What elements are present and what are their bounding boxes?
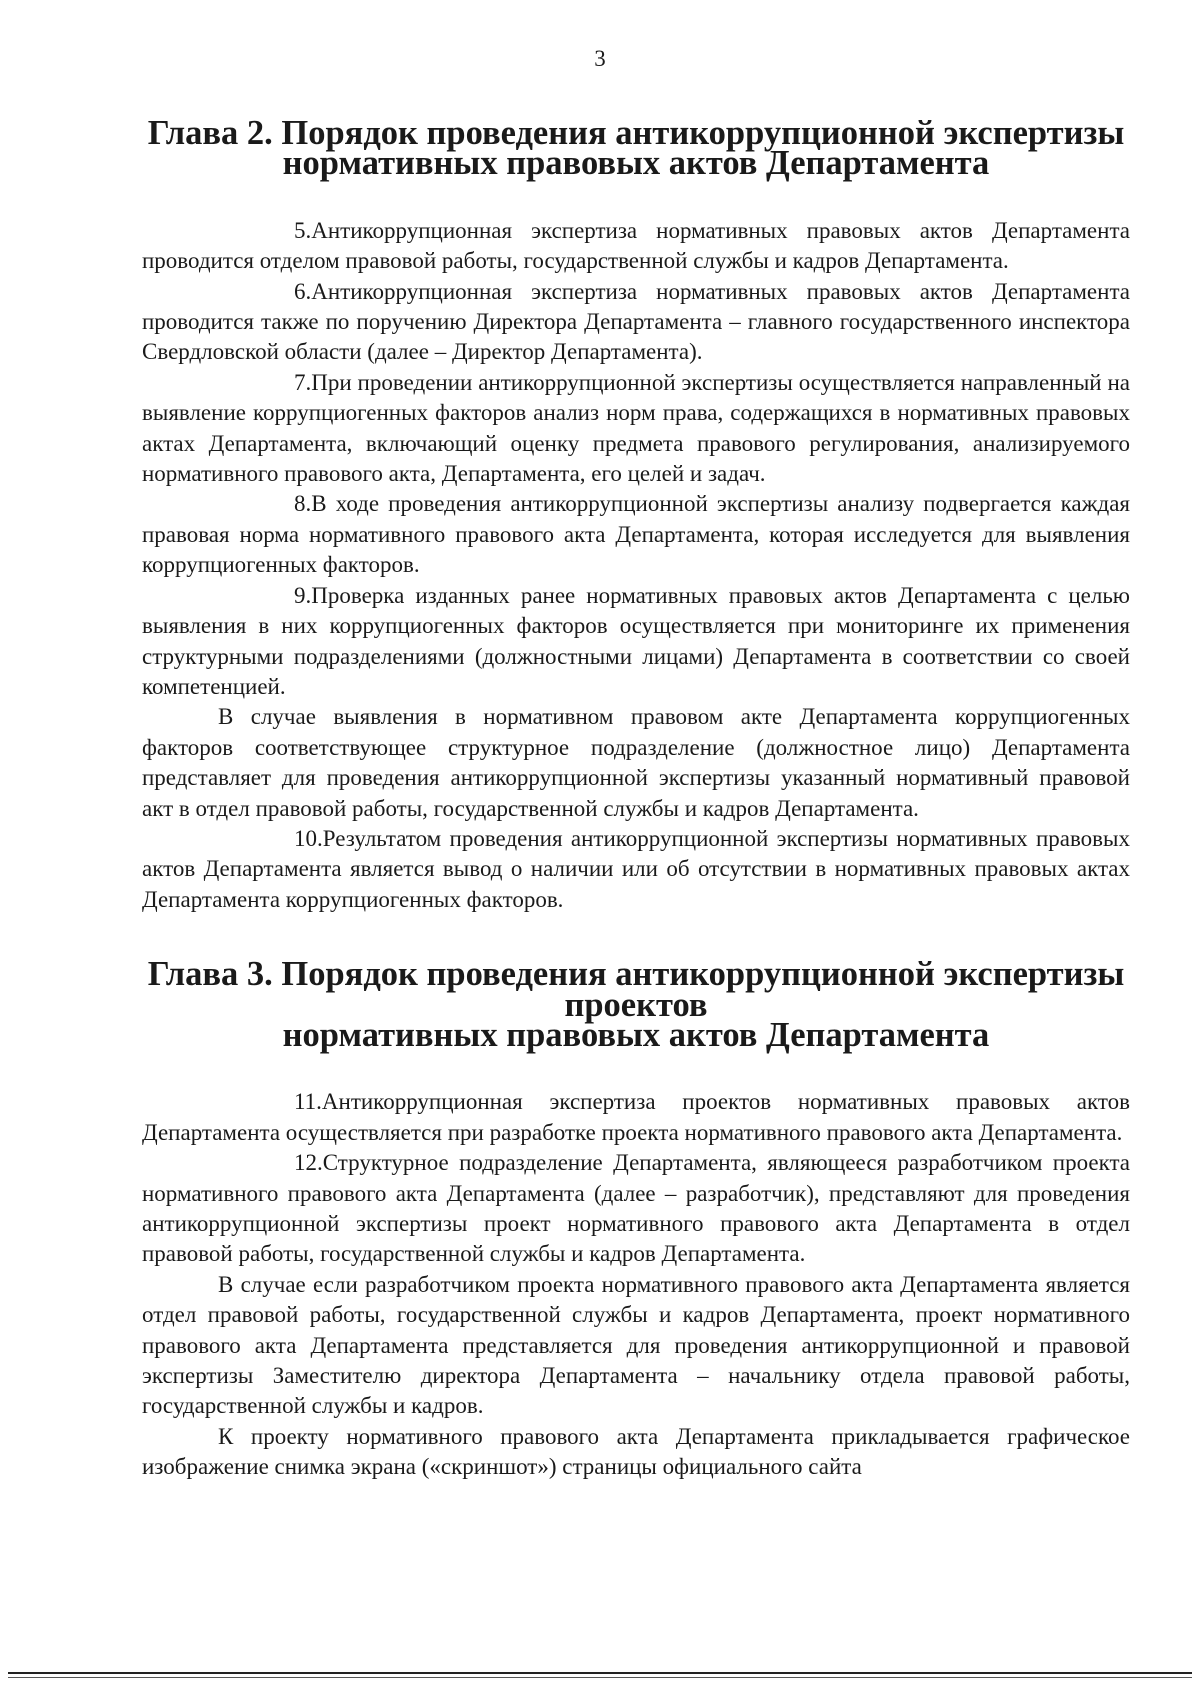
paragraph-text: Проверка изданных ранее нормативных правовых актов Департамента с целью выявления в них коррупциогенных факторов осуществляется при мониторинге их применения структурными подразделениями (должностными лицами) Департамента в соответствии со своей компетенцией. [142,582,1130,699]
paragraph-number: 8. [294,491,312,517]
paragraph-6 [142,277,1130,368]
paragraph-number: 10. [294,825,323,851]
paragraph-text: В случае если разработчиком проекта нормативного правового акта Департамента является отдел правовой работы, государственной службы и кадров Департамента, проект нормативного правового акта Департамента представляется для проведения антикоррупционной и правовой экспертизы Заместителю директора Департамента – начальнику отдела правовой работы, государственной службы и кадров. [142,1271,1130,1419]
chapter-3-title-line-2: нормативных правовых актов Департамента [282,1015,990,1054]
paragraph-text: Антикоррупционная экспертиза нормативных правовых актов Департамента проводится также по поручению Директора Департамента – главного государственного инспектора Свердловской области (далее – Директор Департамента). [142,278,1130,365]
paragraph-9 [142,581,1130,703]
paragraph-5 [142,216,1130,277]
paragraph-number: 6. [294,278,312,304]
paragraph-text: К проекту нормативного правового акта Департамента прикладывается графическое изображение снимка экрана («скриншот») страницы официального сайта [142,1423,1130,1480]
chapter-2-title-line-1: Глава 2. Порядок проведения антикоррупционной экспертизы [147,114,1125,152]
paragraph-text: Структурное подразделение Департамента, являющееся разработчиком проекта нормативного правового акта Департамента (далее – разработчик), представляют для проведения антикоррупционной экспертизы проект нормативного правового акта Департамента в отдел правовой работы, государственной службы и кадров Департамента. [142,1150,1130,1267]
paragraph-12-screenshot [142,1422,1130,1483]
chapter-2-title-line-2: нормативных правовых актов Департамента [282,144,990,183]
chapter-3-title [142,955,1130,1054]
paragraph-12-continued [142,1270,1130,1422]
paragraph-text: Антикоррупционная экспертиза проектов нормативных правовых актов Департамента осуществляется при разработке проекта нормативного правового акта Департамента. [142,1089,1130,1145]
paragraph-text: В случае выявления в нормативном правовом акте Департамента коррупциогенных факторов соответствующее структурное подразделение (должностное лицо) Департамента представляет для проведения антикоррупционной экспертизы указанный нормативный правовой акт в отдел правовой работы, государственной службы и кадров Департамента. [142,704,1130,821]
paragraph-number: 11. [294,1089,322,1115]
paragraph-9-continued [142,702,1130,824]
paragraph-8 [142,489,1130,580]
paragraph-number: 12. [294,1150,323,1176]
paragraph-text: Результатом проведения антикоррупционной экспертизы нормативных правовых актов Департамента является вывод о наличии или об отсутствии в нормативных правовых актах Департамента коррупциогенных факторов. [142,825,1130,912]
chapter-2-title [142,114,1130,183]
paragraph-text: Антикоррупционная экспертиза нормативных правовых актов Департамента проводится отделом правовой работы, государственной службы и кадров Департамента. [142,217,1130,274]
paragraph-number: 7. [294,369,312,395]
paragraph-text: В ходе проведения антикоррупционной экспертизы анализу подвергается каждая правовая норма нормативного правового акта Департамента, которая исследуется для выявления коррупциогенных факторов. [142,491,1130,578]
paragraph-7 [142,368,1130,490]
document-body [142,114,1130,1483]
paragraph-text: При проведении антикоррупционной экспертизы осуществляется направленный на выявление коррупциогенных факторов анализ норм права, содержащихся в нормативных правовых актах Департамента, включающий оценку предмета правового регулирования, анализируемого нормативного правового акта, Департамента, его целей и задач. [142,369,1130,487]
page-number: 3 [594,46,606,71]
paragraph-11 [142,1087,1130,1148]
page-bottom-rule-secondary [8,1677,1192,1678]
paragraph-number: 5. [294,217,312,243]
paragraph-number: 9. [294,582,312,608]
page-bottom-rule [8,1672,1192,1674]
paragraph-10 [142,824,1130,915]
paragraph-12 [142,1148,1130,1270]
chapter-3-title-line-1: Глава 3. Порядок проведения антикоррупционной экспертизы проектов [147,955,1125,1024]
